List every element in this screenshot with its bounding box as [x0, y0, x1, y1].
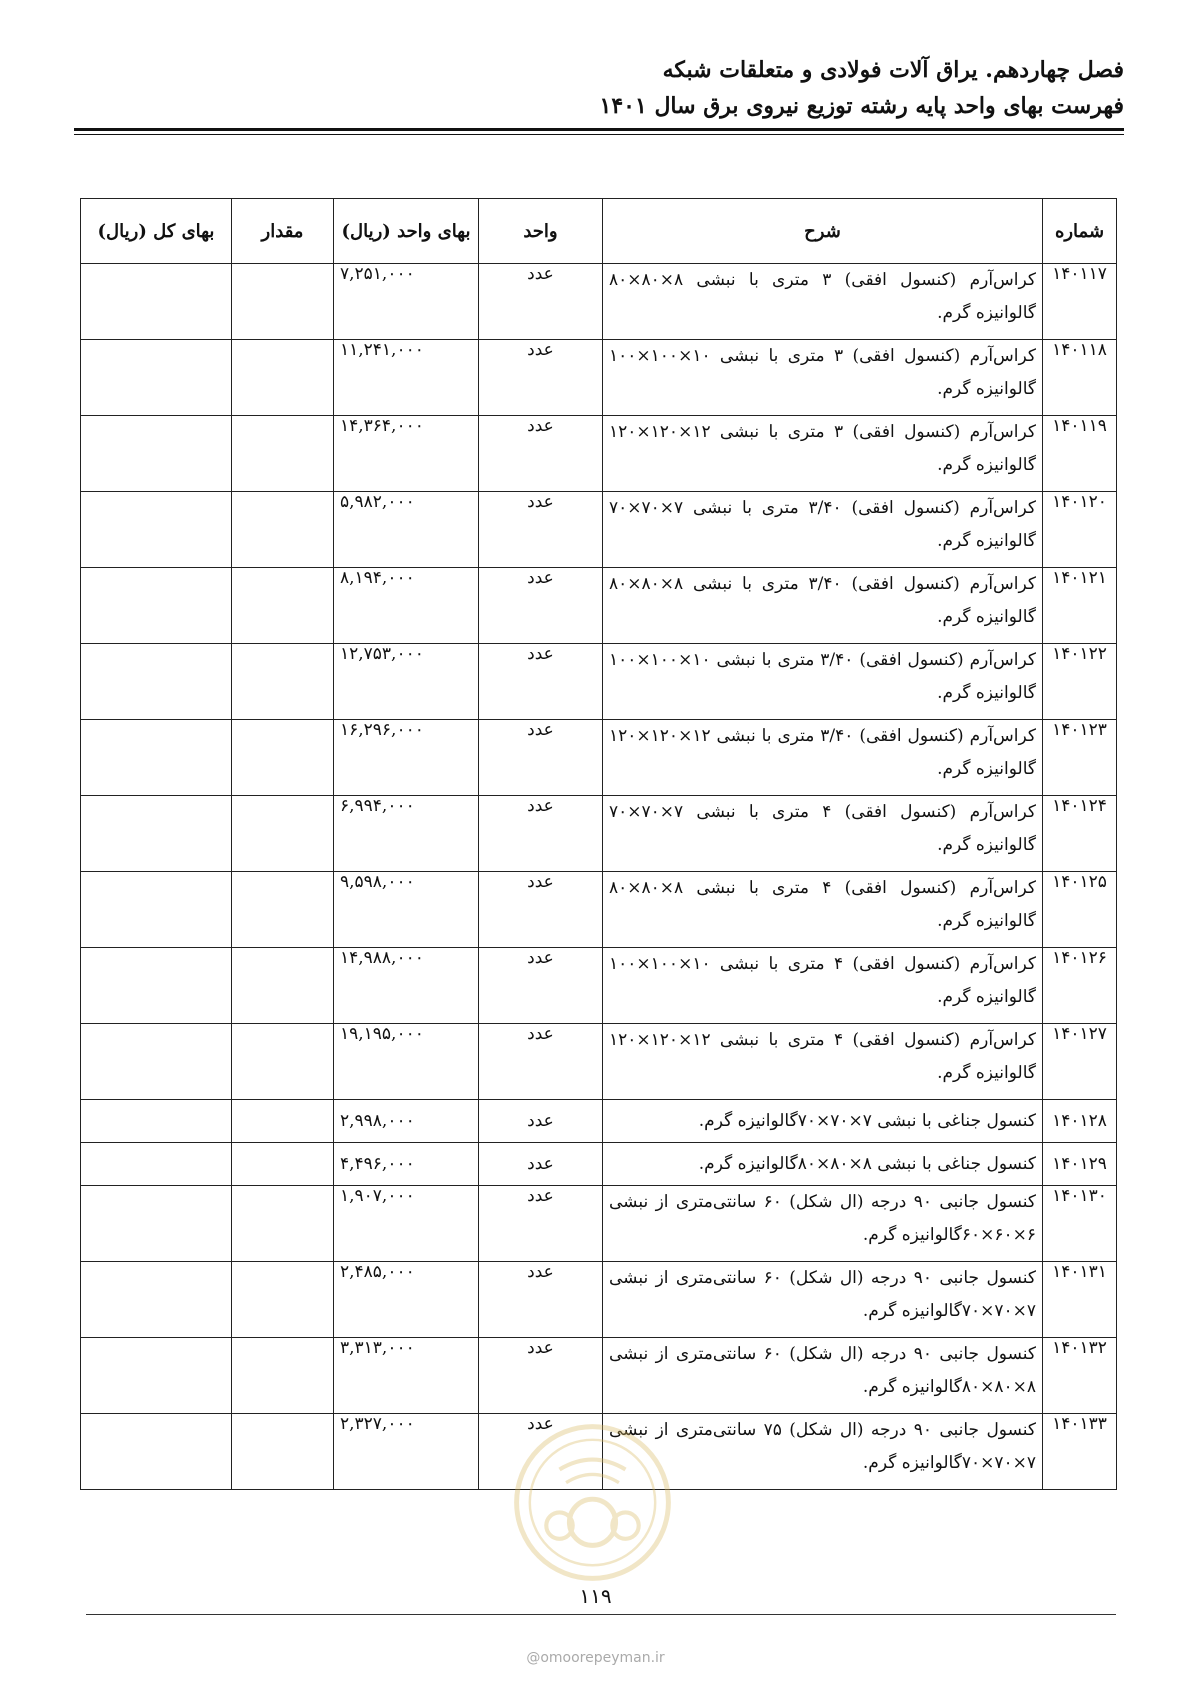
item-total-price: [81, 872, 232, 948]
item-total-price: [81, 492, 232, 568]
table-row: [81, 720, 1117, 796]
table-row: [81, 492, 1117, 568]
item-total-price: [81, 644, 232, 720]
item-quantity: [232, 340, 334, 416]
item-total-price: [81, 796, 232, 872]
item-total-price: [81, 264, 232, 340]
website-watermark: @omoorepeyman.ir: [526, 1650, 665, 1666]
item-total-price: [81, 1143, 232, 1186]
item-quantity: [232, 1143, 334, 1186]
page-header: [74, 54, 1124, 122]
item-quantity: [232, 568, 334, 644]
table-row: [81, 1186, 1117, 1262]
table-row: [81, 264, 1117, 340]
table-row: [81, 1143, 1117, 1186]
item-quantity: [232, 1414, 334, 1490]
price-table: [80, 198, 1117, 1490]
item-number: ۱۴۰۱۳۳: [1043, 1414, 1117, 1490]
item-description: کراس‌آرم (کنسول افقی) ۳/۴۰ متری با نبشی ۱۰×۱۰۰×۱۰۰ گالوانیزه گرم.: [603, 644, 1043, 720]
item-total-price: [81, 416, 232, 492]
item-quantity: [232, 1186, 334, 1262]
item-number: ۱۴۰۱۳۰: [1043, 1186, 1117, 1262]
item-unit: عدد: [479, 1100, 603, 1143]
column-header-quantity: مقدار: [232, 199, 334, 264]
item-description: کراس‌آرم (کنسول افقی) ۳ متری با نبشی ۸×۸۰×۸۰ گالوانیزه گرم.: [603, 264, 1043, 340]
item-unit: عدد: [479, 872, 603, 948]
item-total-price: [81, 720, 232, 796]
table-row: [81, 872, 1117, 948]
item-description: کنسول جناغی با نبشی ۷×۷۰×۷۰گالوانیزه گرم.: [603, 1100, 1043, 1143]
table-header-row: [81, 199, 1117, 264]
item-unit: عدد: [479, 1024, 603, 1100]
item-total-price: [81, 1100, 232, 1143]
header-rule-thin: [74, 134, 1124, 135]
table-row: [81, 1024, 1117, 1100]
item-number: ۱۴۰۱۲۴: [1043, 796, 1117, 872]
item-quantity: [232, 492, 334, 568]
item-quantity: [232, 1338, 334, 1414]
table-row: [81, 1262, 1117, 1338]
item-number: ۱۴۰۱۲۱: [1043, 568, 1117, 644]
item-quantity: [232, 644, 334, 720]
item-description: کراس‌آرم (کنسول افقی) ۴ متری با نبشی ۱۰×۱۰۰×۱۰۰ گالوانیزه گرم.: [603, 948, 1043, 1024]
table-row: [81, 1338, 1117, 1414]
item-total-price: [81, 568, 232, 644]
item-description: کراس‌آرم (کنسول افقی) ۴ متری با نبشی ۷×۷۰×۷۰ گالوانیزه گرم.: [603, 796, 1043, 872]
item-unit-price: ۹,۵۹۸,۰۰۰: [334, 872, 479, 948]
item-unit: عدد: [479, 720, 603, 796]
item-quantity: [232, 948, 334, 1024]
item-unit-price: ۲,۹۹۸,۰۰۰: [334, 1100, 479, 1143]
item-unit-price: ۸,۱۹۴,۰۰۰: [334, 568, 479, 644]
item-number: ۱۴۰۱۲۹: [1043, 1143, 1117, 1186]
item-quantity: [232, 872, 334, 948]
item-number: ۱۴۰۱۱۸: [1043, 340, 1117, 416]
item-description: کنسول جانبی ۹۰ درجه (ال شکل) ۶۰ سانتی‌متری از نبشی ۸×۸۰×۸۰گالوانیزه گرم.: [603, 1338, 1043, 1414]
item-unit: عدد: [479, 1414, 603, 1490]
chapter-title: فصل چهاردهم. یراق آلات فولادی و متعلقات شبکه: [662, 57, 1124, 83]
item-description: کنسول جانبی ۹۰ درجه (ال شکل) ۶۰ سانتی‌متری از نبشی ۷×۷۰×۷۰گالوانیزه گرم.: [603, 1262, 1043, 1338]
item-unit-price: ۵,۹۸۲,۰۰۰: [334, 492, 479, 568]
table-row: [81, 416, 1117, 492]
item-unit-price: ۱۴,۳۶۴,۰۰۰: [334, 416, 479, 492]
item-description: کراس‌آرم (کنسول افقی) ۳/۴۰ متری با نبشی ۷×۷۰×۷۰ گالوانیزه گرم.: [603, 492, 1043, 568]
item-unit-price: ۷,۲۵۱,۰۰۰: [334, 264, 479, 340]
item-description: کراس‌آرم (کنسول افقی) ۳ متری با نبشی ۱۲×۱۲۰×۱۲۰ گالوانیزه گرم.: [603, 416, 1043, 492]
item-total-price: [81, 948, 232, 1024]
item-unit-price: ۲,۳۲۷,۰۰۰: [334, 1414, 479, 1490]
column-header-description: شرح: [603, 199, 1043, 264]
item-total-price: [81, 1414, 232, 1490]
item-unit: عدد: [479, 644, 603, 720]
item-total-price: [81, 1338, 232, 1414]
item-description: کراس‌آرم (کنسول افقی) ۳/۴۰ متری با نبشی ۱۲×۱۲۰×۱۲۰ گالوانیزه گرم.: [603, 720, 1043, 796]
header-rule-thick: [74, 128, 1124, 131]
watermark-seal-icon: [510, 1420, 675, 1585]
table-body: [81, 264, 1117, 1490]
item-unit: عدد: [479, 1186, 603, 1262]
item-quantity: [232, 264, 334, 340]
item-unit: عدد: [479, 568, 603, 644]
item-unit-price: ۳,۳۱۳,۰۰۰: [334, 1338, 479, 1414]
item-number: ۱۴۰۱۱۷: [1043, 264, 1117, 340]
item-description: کراس‌آرم (کنسول افقی) ۳/۴۰ متری با نبشی ۸×۸۰×۸۰ گالوانیزه گرم.: [603, 568, 1043, 644]
item-unit: عدد: [479, 492, 603, 568]
item-description: کراس‌آرم (کنسول افقی) ۴ متری با نبشی ۱۲×۱۲۰×۱۲۰ گالوانیزه گرم.: [603, 1024, 1043, 1100]
item-description: کراس‌آرم (کنسول افقی) ۳ متری با نبشی ۱۰×۱۰۰×۱۰۰ گالوانیزه گرم.: [603, 340, 1043, 416]
item-number: ۱۴۰۱۲۷: [1043, 1024, 1117, 1100]
item-description: کنسول جانبی ۹۰ درجه (ال شکل) ۷۵ سانتی‌متری از نبشی ۷×۷۰×۷۰گالوانیزه گرم.: [603, 1414, 1043, 1490]
item-unit-price: ۱۹,۱۹۵,۰۰۰: [334, 1024, 479, 1100]
item-quantity: [232, 1024, 334, 1100]
item-unit-price: ۱۶,۲۹۶,۰۰۰: [334, 720, 479, 796]
list-title: فهرست بهای واحد پایه رشته توزیع نیروی برق سال ۱۴۰۱: [599, 93, 1124, 119]
item-description: کنسول جانبی ۹۰ درجه (ال شکل) ۶۰ سانتی‌متری از نبشی ۶×۶۰×۶۰گالوانیزه گرم.: [603, 1186, 1043, 1262]
table-row: [81, 796, 1117, 872]
item-unit: عدد: [479, 1338, 603, 1414]
page-number: ۱۱۹: [579, 1584, 612, 1608]
item-unit-price: ۴,۴۹۶,۰۰۰: [334, 1143, 479, 1186]
item-unit: عدد: [479, 340, 603, 416]
item-total-price: [81, 1186, 232, 1262]
item-unit: عدد: [479, 948, 603, 1024]
item-total-price: [81, 340, 232, 416]
item-number: ۱۴۰۱۲۸: [1043, 1100, 1117, 1143]
item-description: کراس‌آرم (کنسول افقی) ۴ متری با نبشی ۸×۸۰×۸۰ گالوانیزه گرم.: [603, 872, 1043, 948]
column-header-unit: واحد: [479, 199, 603, 264]
item-unit-price: ۲,۴۸۵,۰۰۰: [334, 1262, 479, 1338]
item-number: ۱۴۰۱۳۲: [1043, 1338, 1117, 1414]
item-total-price: [81, 1262, 232, 1338]
item-unit-price: ۶,۹۹۴,۰۰۰: [334, 796, 479, 872]
footer-rule: [86, 1614, 1116, 1615]
item-number: ۱۴۰۱۲۵: [1043, 872, 1117, 948]
item-quantity: [232, 796, 334, 872]
item-unit: عدد: [479, 1143, 603, 1186]
item-unit-price: ۱,۹۰۷,۰۰۰: [334, 1186, 479, 1262]
item-unit-price: ۱۱,۲۴۱,۰۰۰: [334, 340, 479, 416]
item-quantity: [232, 416, 334, 492]
item-number: ۱۴۰۱۲۳: [1043, 720, 1117, 796]
item-quantity: [232, 1262, 334, 1338]
item-unit: عدد: [479, 416, 603, 492]
item-description: کنسول جناغی با نبشی ۸×۸۰×۸۰گالوانیزه گرم.: [603, 1143, 1043, 1186]
item-quantity: [232, 720, 334, 796]
column-header-total-price: بهای کل (ریال): [81, 199, 232, 264]
item-number: ۱۴۰۱۲۶: [1043, 948, 1117, 1024]
item-number: ۱۴۰۱۱۹: [1043, 416, 1117, 492]
item-total-price: [81, 1024, 232, 1100]
table-row: [81, 1100, 1117, 1143]
column-header-unit-price: بهای واحد (ریال): [334, 199, 479, 264]
item-unit-price: ۱۴,۹۸۸,۰۰۰: [334, 948, 479, 1024]
item-unit: عدد: [479, 796, 603, 872]
item-number: ۱۴۰۱۳۱: [1043, 1262, 1117, 1338]
column-header-number: شماره: [1043, 199, 1117, 264]
table-row: [81, 568, 1117, 644]
item-unit-price: ۱۲,۷۵۳,۰۰۰: [334, 644, 479, 720]
item-unit: عدد: [479, 1262, 603, 1338]
item-quantity: [232, 1100, 334, 1143]
table-row: [81, 644, 1117, 720]
item-number: ۱۴۰۱۲۰: [1043, 492, 1117, 568]
item-unit: عدد: [479, 264, 603, 340]
table-row: [81, 340, 1117, 416]
table-row: [81, 948, 1117, 1024]
item-number: ۱۴۰۱۲۲: [1043, 644, 1117, 720]
